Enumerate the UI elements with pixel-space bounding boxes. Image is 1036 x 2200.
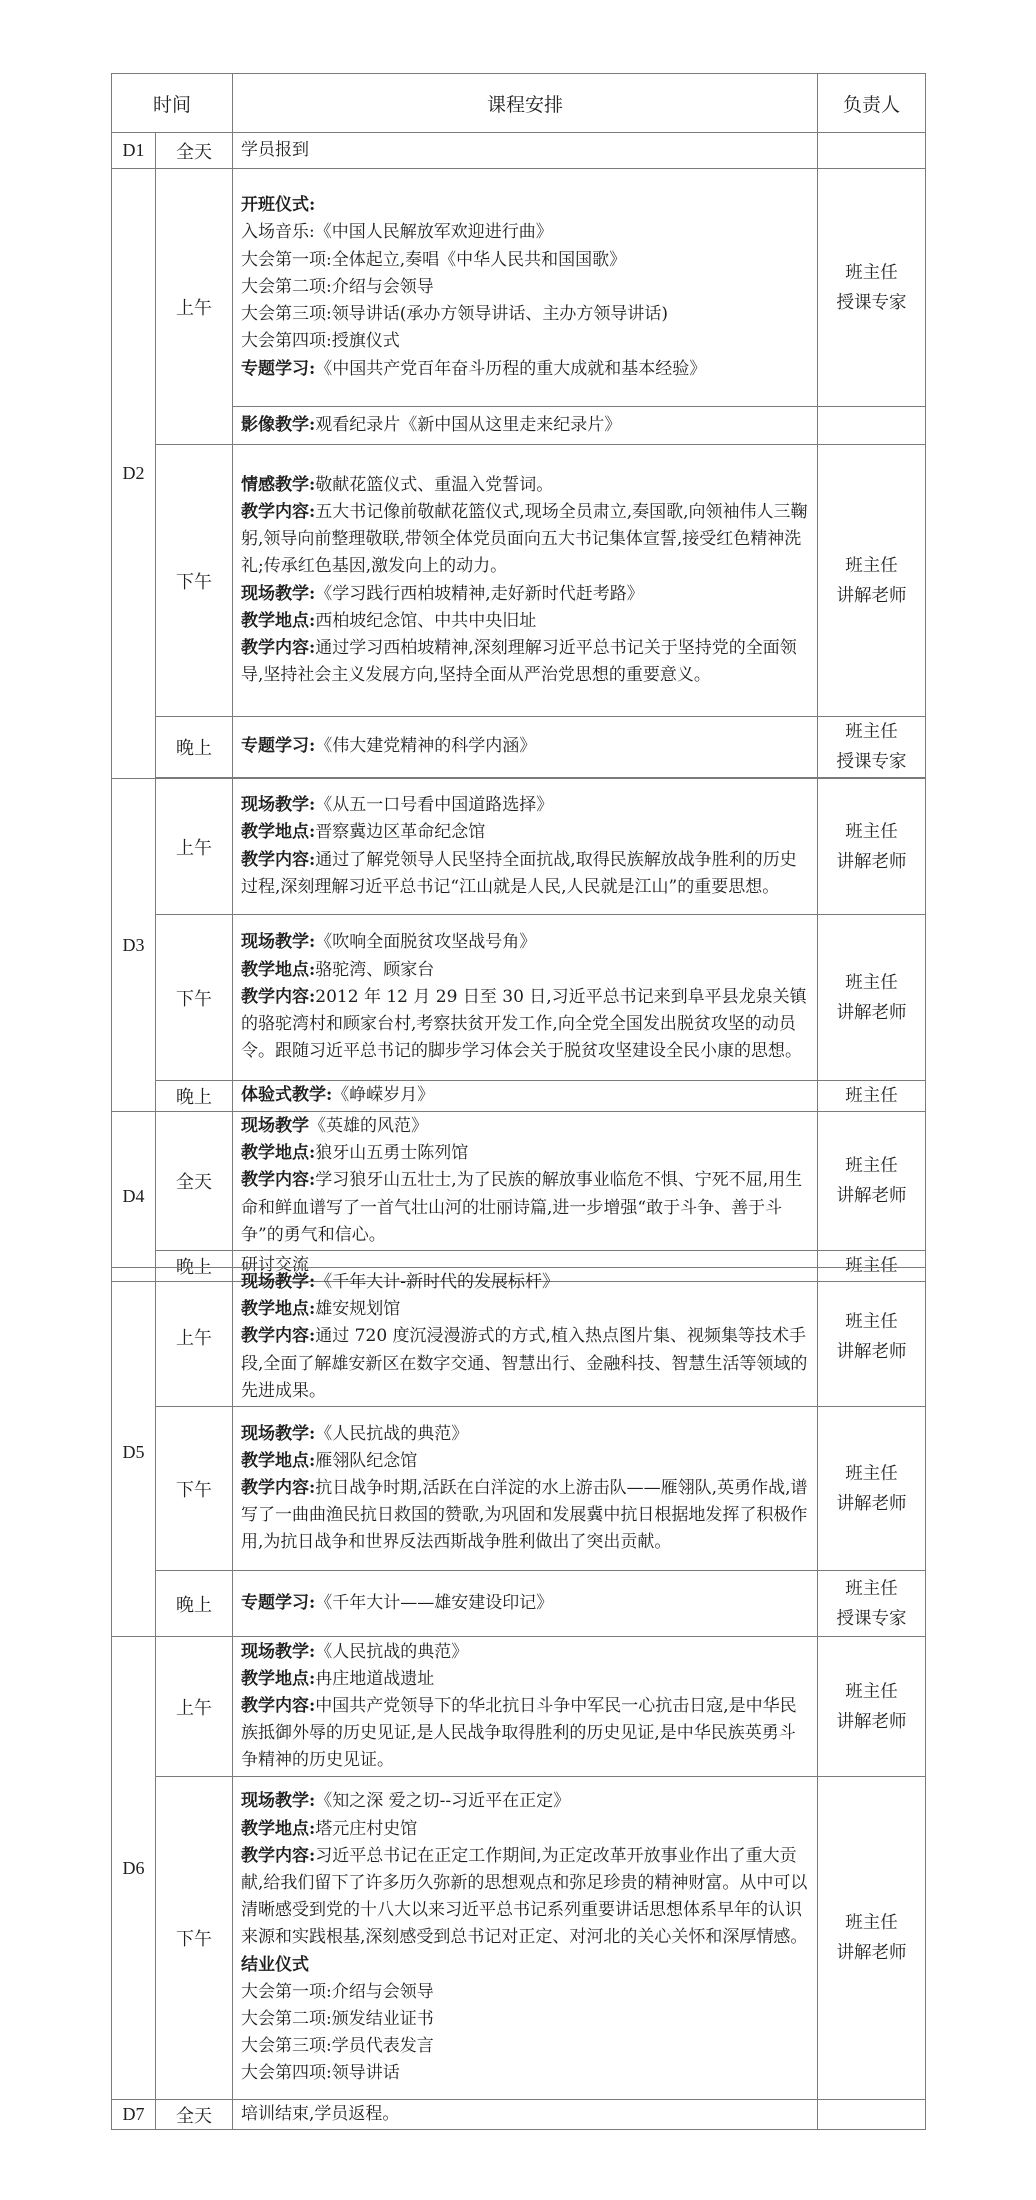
table-row-d2-video (112, 407, 926, 445)
day-label: D7 (112, 2100, 156, 2130)
table-row-d7 (112, 2100, 926, 2130)
slot-label: 上午 (156, 1637, 233, 1777)
day-label: D3 (112, 779, 156, 1112)
slot-label: 晚上 (156, 717, 233, 778)
owner-cell: 班主任 授课专家 (818, 717, 926, 778)
table-row-d4-allday (112, 1112, 926, 1251)
schedule-table-part2 (111, 1267, 926, 2130)
slot-label: 全天 (156, 2100, 233, 2130)
content-cell: 体验式教学:《峥嵘岁月》 (233, 1081, 818, 1112)
slot-label: 全天 (156, 133, 233, 169)
content-cell: 影像教学:观看纪录片《新中国从这里走来纪录片》 (233, 407, 818, 445)
slot-label: 晚上 (156, 1251, 233, 1282)
content-cell: 学员报到 (233, 133, 818, 169)
content-cell: 现场教学:《从五一口号看中国道路选择》 教学地点:晋察冀边区革命纪念馆 教学内容:通过了解党领导人民坚持全面抗战,取得民族解放战争胜利的历史过程,深刻理解习近平总书记“江山就是人民,人民就是江山”的重要思想。 (233, 779, 818, 915)
owner-cell (818, 407, 926, 445)
table-row-d5-evening (112, 1571, 926, 1637)
content-cell: 培训结束,学员返程。 (233, 2100, 818, 2130)
content-cell: 研讨交流 (233, 1251, 818, 1282)
owner-cell: 班主任 讲解老师 (818, 915, 926, 1081)
slot-label: 下午 (156, 1777, 233, 2100)
slot-label: 全天 (156, 1112, 233, 1251)
content-cell: 现场教学《英雄的风范》 教学地点:狼牙山五勇士陈列馆 教学内容:学习狼牙山五壮士,为了民族的解放事业临危不惧、宁死不屈,用生命和鲜血谱写了一首气壮山河的壮丽诗篇,进一步增强“敢于斗争、善于斗争”的勇气和信心。 (233, 1112, 818, 1251)
table-row-d3-evening (112, 1081, 926, 1112)
content-cell: 现场教学:《知之深 爱之切--习近平在正定》 教学地点:塔元庄村史馆 教学内容:习近平总书记在正定工作期间,为正定改革开放事业作出了重大贡献,给我们留下了许多历久弥新的思想观点和弥足珍贵的精神财富。从中可以清晰感受到党的十八大以来习近平总书记系列重要讲话思想体系早年的认识来源和实践根基,深刻感受到总书记对正定、对河北的关心关怀和深厚情感。 结业仪式 大会第一项:介绍与会领导 大会第二项:颁发结业证书 大会第三项:学员代表发言 大会第四项:领导讲话 (233, 1777, 818, 2100)
table-row-d5-afternoon (112, 1407, 926, 1571)
slot-label: 上午 (156, 169, 233, 445)
header-row (112, 74, 926, 133)
content-cell: 专题学习:《千年大计——雄安建设印记》 (233, 1571, 818, 1637)
table-row-d6-morning (112, 1637, 926, 1777)
owner-cell: 班主任 (818, 1251, 926, 1282)
content-cell: 现场教学:《吹响全面脱贫攻坚战号角》 教学地点:骆驼湾、顾家台 教学内容:2012 年 12 月 29 日至 30 日,习近平总书记来到阜平县龙泉关镇的骆驼湾村和顾家台村,考察扶贫开发工作,向全党全国发出脱贫攻坚的动员令。跟随习近平总书记的脚步学习体会关于脱贫攻坚建设全民小康的思想。 (233, 915, 818, 1081)
content-cell: 现场教学:《人民抗战的典范》 教学地点:雁翎队纪念馆 教学内容:抗日战争时期,活跃在白洋淀的水上游击队——雁翎队,英勇作战,谱写了一曲曲渔民抗日救国的赞歌,为巩固和发展冀中抗日根据地发挥了积极作用,为抗日战争和世界反法西斯战争胜利做出了突出贡献。 (233, 1407, 818, 1571)
day-label: D1 (112, 133, 156, 169)
slot-label: 下午 (156, 1407, 233, 1571)
header-schedule: 课程安排 (233, 74, 818, 133)
owner-cell: 班主任 讲解老师 (818, 445, 926, 717)
table-row-d2-morning (112, 169, 926, 407)
table-row-d3-afternoon (112, 915, 926, 1081)
owner-cell (818, 2100, 926, 2130)
content-cell: 现场教学:《千年大计-新时代的发展标杆》 教学地点:雄安规划馆 教学内容:通过 720 度沉浸漫游式的方式,植入热点图片集、视频集等技术手段,全面了解雄安新区在数字交通、智慧出行、金融科技、智慧生活等领域的先进成果。 (233, 1268, 818, 1407)
owner-cell: 班主任 讲解老师 (818, 1407, 926, 1571)
slot-label: 晚上 (156, 1571, 233, 1637)
content-cell: 开班仪式: 入场音乐:《中国人民解放军欢迎进行曲》 大会第一项:全体起立,奏唱《中华人民共和国国歌》 大会第二项:介绍与会领导 大会第三项:领导讲话(承办方领导讲话、主办方领导讲话) 大会第四项:授旗仪式 专题学习:《中国共产党百年奋斗历程的重大成就和基本经验》 (233, 169, 818, 407)
table-row-d1 (112, 133, 926, 169)
content-cell: 现场教学:《人民抗战的典范》 教学地点:冉庄地道战遗址 教学内容:中国共产党领导下的华北抗日斗争中军民一心抗击日寇,是中华民族抵御外辱的历史见证,是人民战争取得胜利的历史见证,是中华民族英勇斗争精神的历史见证。 (233, 1637, 818, 1777)
slot-label: 下午 (156, 915, 233, 1081)
owner-cell: 班主任 讲解老师 (818, 1777, 926, 2100)
table-row-d6-afternoon (112, 1777, 926, 2100)
table-row-d5-morning (112, 1268, 926, 1407)
day-label: D2 (112, 169, 156, 779)
day-label: D6 (112, 1637, 156, 2100)
owner-cell: 班主任 讲解老师 (818, 1112, 926, 1251)
slot-label: 上午 (156, 1268, 233, 1407)
owner-cell: 班主任 (818, 1081, 926, 1112)
owner-cell: 班主任 讲解老师 (818, 779, 926, 915)
header-owner: 负责人 (818, 74, 926, 133)
slot-label: 上午 (156, 779, 233, 915)
content-cell: 专题学习:《伟大建党精神的科学内涵》 (233, 717, 818, 778)
slot-label: 下午 (156, 445, 233, 717)
content-cell: 情感教学:敬献花篮仪式、重温入党誓词。 教学内容:五大书记像前敬献花篮仪式,现场全员肃立,奏国歌,向领袖伟人三鞠躬,领导向前整理敬联,带领全体党员面向五大书记集体宣誓,接受红色精神洗礼;传承红色基因,激发向上的动力。 现场教学:《学习践行西柏坡精神,走好新时代赶考路》 教学地点:西柏坡纪念馆、中共中央旧址 教学内容:通过学习西柏坡精神,深刻理解习近平总书记关于坚持党的全面领导,坚持社会主义发展方向,坚持全面从严治党思想的重要意义。 (233, 445, 818, 717)
owner-cell: 班主任 授课专家 (818, 1571, 926, 1637)
table-row-d2-evening (112, 717, 926, 778)
day-label: D4 (112, 1112, 156, 1282)
table-row-d2-afternoon (112, 445, 926, 717)
header-time: 时间 (112, 74, 233, 133)
owner-cell: 班主任 授课专家 (818, 169, 926, 407)
owner-cell (818, 133, 926, 169)
owner-cell: 班主任 讲解老师 (818, 1268, 926, 1407)
slot-label: 晚上 (156, 1081, 233, 1112)
day-label: D5 (112, 1268, 156, 1637)
owner-cell: 班主任 讲解老师 (818, 1637, 926, 1777)
table-row-d3-morning (112, 779, 926, 915)
schedule-table-part1 (111, 73, 926, 1282)
